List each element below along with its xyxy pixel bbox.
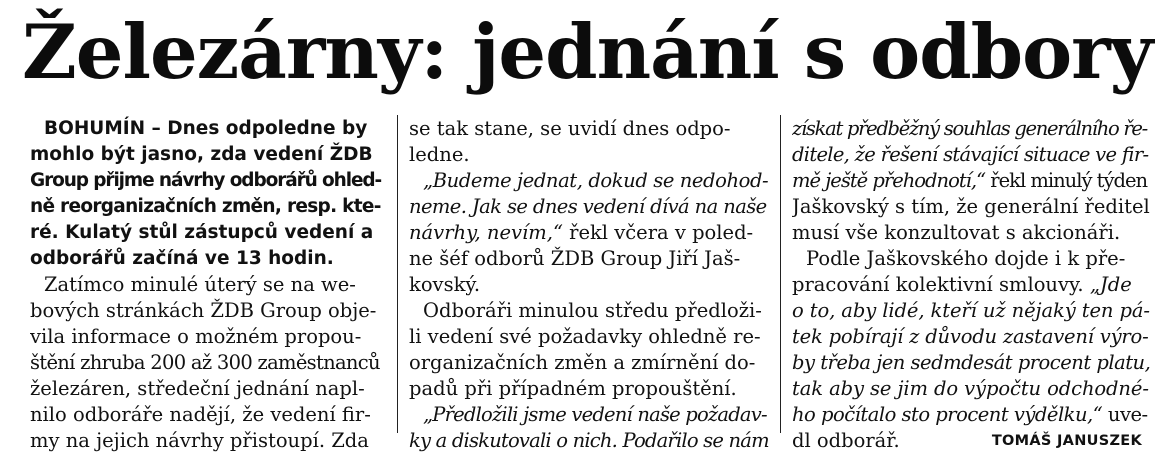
headline: Železárny: jednání s odbory [22,8,1153,96]
text-fragment: uve- [1102,403,1148,426]
lead-line: mohlo být jasno, zda vedení ŽDB [30,144,373,165]
quote-line: o to, aby lidé, kteří už nějaký ten pá- [792,299,1150,322]
body-line: organizačních změn a zmírnění do- [409,351,756,374]
body-line [792,272,1150,298]
body-line: vila informace o možném propou- [30,325,362,348]
text-fragment: řekl včera v poled- [562,221,754,244]
quote-fragment: mě ještě přehodnotí,“ [792,169,986,192]
column-divider [397,115,398,433]
body-line: nilo odboráře nadějí, že vedení fir- [30,403,371,426]
quote-line: „Předložili jsme vedení naše požadav- [423,403,767,426]
article-column-3 [792,116,1150,454]
body-line [792,168,1150,194]
body-line: bových stránkách ŽDB Group obje- [30,299,377,322]
lead-line: BOHUMÍN – Dnes odpoledne by [44,118,368,139]
lead-line: odborářů začíná ve 13 hodin. [30,248,334,269]
body-line: železáren, středeční jednání napl- [30,377,365,400]
body-line: my na jejich návrhy přistoupí. Zda [30,429,369,452]
body-line: Podle Jaškovského dojde i k pře- [806,247,1126,270]
lead-line: Group přijme návrhy odborářů ohled- [30,170,382,191]
body-line: padů při případném propouštění. [409,377,737,400]
quote-line: ky a diskutovali o nich. Podařilo se nám [409,429,769,452]
text-fragment: pracování kolektivní smlouvy. [792,273,1090,296]
lead-line: ré. Kulatý stůl zástupců vedení a [30,222,374,243]
body-line: Jaškovský s tím, že generální ředitel [792,195,1150,218]
body-line: štění zhruba 200 až 300 zaměstnanců [30,351,380,374]
body-line: Zatímco minulé úterý se na we- [44,273,356,296]
quote-line: ditele, že řešení stávající situace ve fir- [792,143,1149,166]
lead-line: ně reorganizačních změn, resp. kte- [30,196,381,217]
article-column-2 [409,116,769,454]
body-line: se tak stane, se uvidí dnes odpo- [409,117,731,140]
body-line: ne šéf odborů ŽDB Group Jiří Jaš- [409,247,741,270]
quote-line: by třeba jen sedmdesát procent platu, [792,351,1150,374]
quote-fragment: návrhy, nevím,“ [409,221,563,244]
article-column-1 [30,116,382,454]
text-fragment: řekl minulý týden [985,169,1148,192]
column-divider [780,115,781,433]
body-line: Odboráři minulou středu předloži- [423,299,762,322]
body-line: kovský. [409,273,481,296]
body-line [792,428,1150,454]
quote-line: získat předběžný souhlas generálního ře- [792,117,1147,140]
body-line: li vedení své požadavky ohledně re- [409,325,761,348]
quote-line: „Budeme jednat, dokud se nedohod- [423,169,769,192]
body-line [409,220,769,246]
quote-line: neme. Jak se dnes vedení dívá na naše [409,195,767,218]
quote-fragment: ho počítalo sto procent výdělku,“ [792,403,1103,426]
body-line [792,402,1150,428]
quote-fragment: „Jde [1089,273,1132,296]
text-fragment: dl odborář. [792,429,900,452]
body-line: ledne. [409,143,470,166]
quote-line: tak aby se jim do výpočtu odchodné- [792,377,1149,400]
body-line: musí vše konzultovat s akcionáři. [792,221,1121,244]
author-byline: TOMÁŠ JANUSZEK [991,433,1142,449]
quote-line: tek pobírají z důvodu zastavení výro- [792,325,1149,348]
